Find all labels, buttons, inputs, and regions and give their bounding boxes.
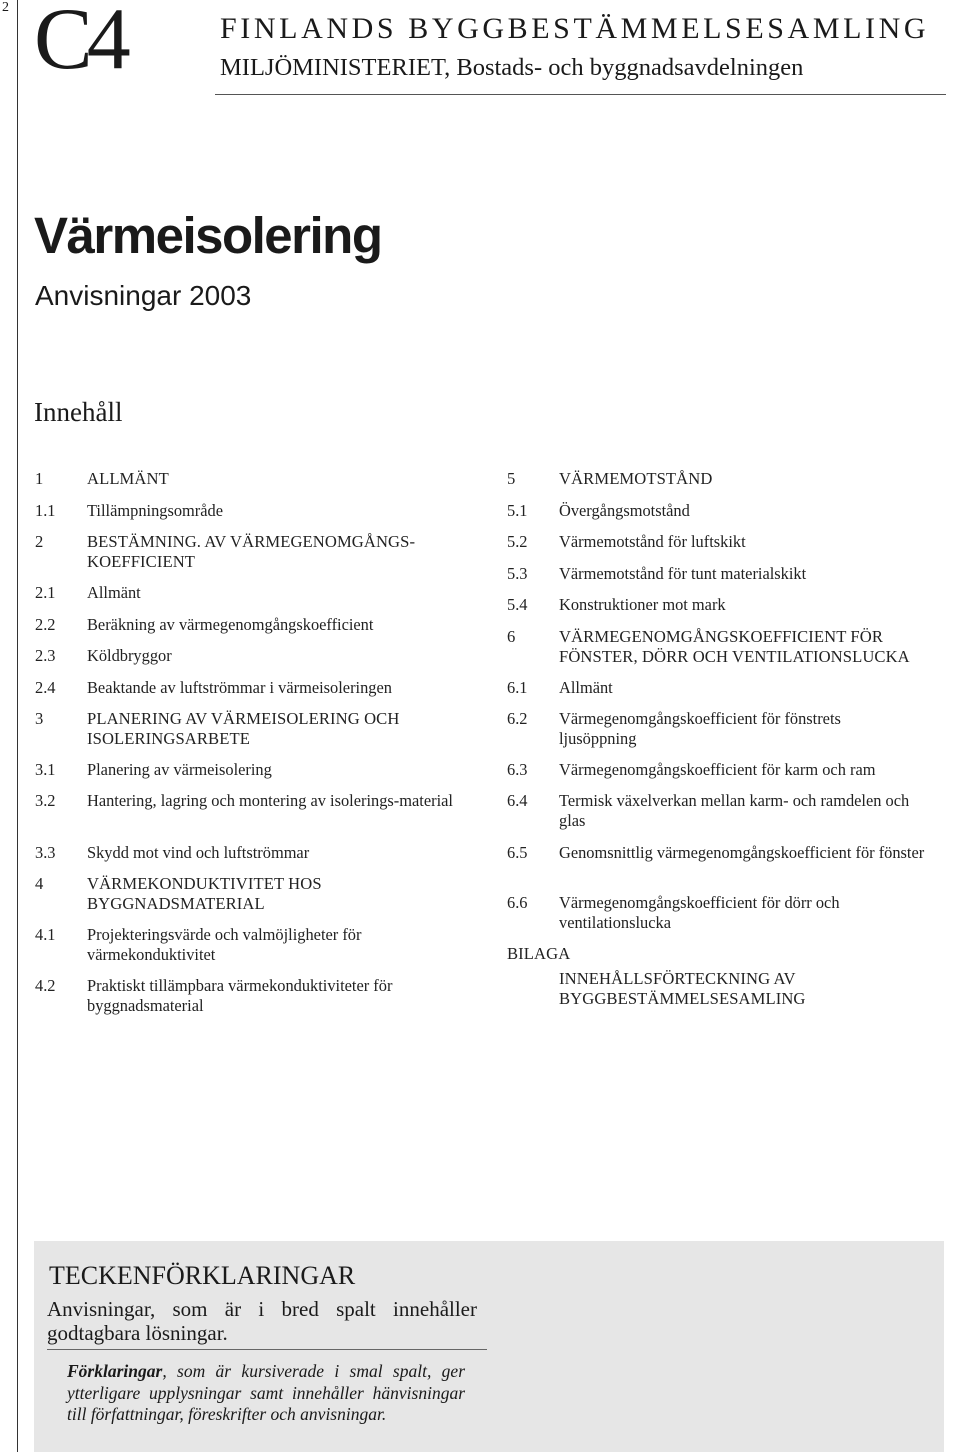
collection-code: C4 [34, 0, 125, 88]
toc-number: 6.1 [507, 678, 528, 697]
toc-number: 4.2 [35, 976, 56, 995]
toc-number: 1.1 [35, 501, 56, 520]
toc-title: Beaktande av luftströmmar i värmeisoleringen [87, 678, 392, 697]
legend-note-term: Förklaringar [67, 1361, 163, 1381]
series-title: FINLANDS BYGGBESTÄMMELSESAMLING [220, 12, 930, 45]
toc-number: 3.3 [35, 843, 56, 862]
toc-title: Värmegenomgångskoefficient för fönstrets ljusöppning [559, 709, 841, 748]
page-number: 2 [2, 0, 9, 15]
toc-number: 2.1 [35, 583, 56, 602]
toc-number: 4.1 [35, 925, 56, 944]
toc-title: PLANERING AV VÄRMEISOLERING OCH ISOLERINGSARBETE [87, 709, 400, 748]
toc-number: 3.2 [35, 791, 56, 810]
toc-title: ALLMÄNT [87, 469, 169, 488]
appendix-label: BILAGA [507, 944, 571, 963]
toc-title: Värmegenomgångskoefficient för karm och ram [559, 760, 876, 779]
toc-number: 2.4 [35, 678, 56, 697]
toc-number: 2 [35, 532, 44, 551]
toc-number: 5.2 [507, 532, 528, 551]
legend-title: TECKENFÖRKLARINGAR [49, 1261, 356, 1290]
toc-title: Termisk växelverkan mellan karm- och ramdelen och glas [559, 791, 910, 830]
toc-title: VÄRMEKONDUKTIVITET HOS BYGGNADSMATERIAL [87, 874, 322, 913]
toc-title: Värmemotstånd för tunt materialskikt [559, 564, 807, 583]
toc-number: 3 [35, 709, 44, 728]
toc-title: Allmänt [87, 583, 141, 602]
toc-title: Praktiskt tillämpbara värmekonduktiviteter för byggnadsmaterial [87, 976, 393, 1015]
toc-number: 6.3 [507, 760, 528, 779]
toc-title: Skydd mot vind och luftströmmar [87, 843, 310, 862]
toc-number: 6.4 [507, 791, 528, 810]
toc-number: 4 [35, 874, 44, 893]
legend-note [67, 1361, 465, 1426]
toc-title: Allmänt [559, 678, 613, 697]
toc-number: 1 [35, 469, 44, 488]
toc-title: VÄRMEMOTSTÅND [559, 469, 713, 488]
toc-title: VÄRMEGENOMGÅNGSKOEFFICIENT FÖR FÖNSTER, DÖRR OCH VENTILATIONSLUCKA [559, 627, 910, 666]
legend-box [34, 1241, 944, 1452]
toc-number: 5.4 [507, 595, 528, 614]
toc-title: Övergångsmotstånd [559, 501, 690, 520]
toc-number: 2.3 [35, 646, 56, 665]
page-subtitle: Anvisningar 2003 [35, 280, 252, 311]
toc-number: 6.5 [507, 843, 528, 862]
toc-number: 2.2 [35, 615, 56, 634]
toc-title: INNEHÅLLSFÖRTECKNING AV BYGGBESTÄMMELSESAMLING [559, 969, 806, 1008]
toc-title: Värmemotstånd för luftskikt [559, 532, 746, 551]
toc-number: 5.1 [507, 501, 528, 520]
toc-number: 5.3 [507, 564, 528, 583]
toc-number: 5 [507, 469, 516, 488]
toc-number: 6.2 [507, 709, 528, 728]
legend-note-text: , som är kursiverade i smal spalt, ger ytterligare upplysningar samt innehåller hänvisningar till författningar, föreskrifter och anvisningar. [67, 1361, 465, 1424]
page-border-line [17, 0, 18, 1452]
toc-number: 3.1 [35, 760, 56, 779]
toc-title: Tillämpningsområde [87, 501, 223, 520]
contents-heading: Innehåll [34, 397, 123, 427]
page-title: Värmeisolering [34, 207, 382, 264]
toc-title: BESTÄMNING. AV VÄRMEGENOMGÅNGS-KOEFFICIENT [87, 532, 416, 571]
toc-title: Genomsnittlig värmegenomgångskoefficient för fönster [559, 843, 925, 862]
toc-title: Hantering, lagring och montering av isolerings-material [87, 791, 453, 810]
legend-divider [47, 1349, 487, 1350]
toc-number: 6 [507, 627, 516, 646]
toc-title: Konstruktioner mot mark [559, 595, 726, 614]
toc-title: Beräkning av värmegenomgångskoefficient [87, 615, 374, 634]
toc-title: Projekteringsvärde och valmöjligheter för värmekonduktivitet [87, 925, 362, 964]
ministry-line: MILJÖMINISTERIET, Bostads- och byggnadsavdelningen [220, 54, 804, 81]
toc-number: 6.6 [507, 893, 528, 912]
toc-title: Värmegenomgångskoefficient för dörr och ventilationslucka [559, 893, 840, 932]
header-rule [215, 94, 946, 95]
toc-title: Köldbryggor [87, 646, 172, 665]
toc-title: Planering av värmeisolering [87, 760, 272, 779]
legend-text: Anvisningar, som är i bred spalt innehåller godtagbara lösningar. [47, 1297, 477, 1345]
